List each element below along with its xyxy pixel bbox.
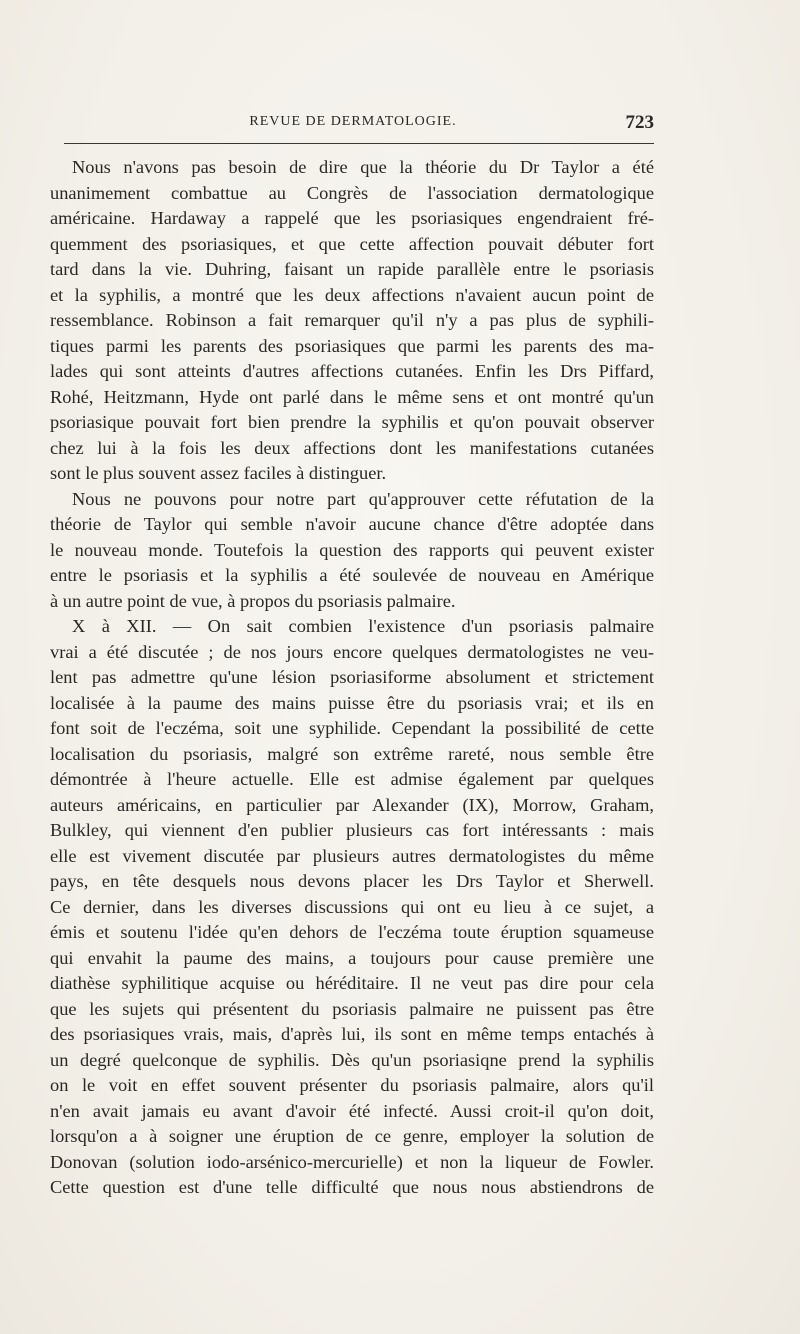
text-line: à un autre point de vue, à propos du psoriasis palmaire.	[50, 590, 456, 611]
text-line: pays, en tête desquels nous devons placer les Drs Taylor et Sherwell.	[50, 871, 654, 891]
text-line: sont le plus souvent assez faciles à distinguer.	[50, 463, 387, 483]
page-number: 723	[625, 112, 654, 133]
text-line: Cette question est d'une telle difficulté que nous nous abstiendrons de	[50, 1177, 654, 1197]
header-rule	[64, 143, 654, 144]
text-line: lent pas admettre qu'une lésion psoriasiforme absolument et strictement	[50, 667, 654, 687]
text-line: auteurs américains, en particulier par Alexander (IX), Morrow, Graham,	[50, 794, 654, 815]
text-line: un degré quelconque de syphilis. Dès qu'un psoriasiqne prend la syphilis	[50, 1049, 654, 1070]
text-line: quemment des psoriasiques, et que cette affection pouvait débuter fort	[50, 233, 654, 254]
text-line: psoriasique pouvait fort bien prendre la syphilis et qu'on pouvait observer	[50, 412, 654, 432]
text-line: vrai a été discutée ; de nos jours encore quelques dermatologistes ne veu-	[50, 641, 654, 662]
text-line: tiques parmi les parents des psoriasiques que parmi les parents des ma-	[50, 335, 654, 356]
text-line: théorie de Taylor qui semble n'avoir aucune chance d'être adoptée dans	[50, 514, 654, 534]
text-line: unanimement combattue au Congrès de l'association dermatologique	[50, 182, 654, 203]
text-line: lorsqu'on a à soigner une éruption de ce genre, employer la solution de	[50, 1126, 654, 1146]
text-line: elle est vivement discutée par plusieurs autres dermatologistes du même	[50, 845, 654, 866]
body-text	[50, 155, 654, 1201]
text-line: tard dans la vie. Duhring, faisant un rapide parallèle entre le psoriasis	[50, 259, 654, 279]
text-line: localisation du psoriasis, malgré son extrême rareté, nous semble être	[50, 743, 654, 764]
text-line: et la syphilis, a montré que les deux affections n'avaient aucun point de	[50, 284, 654, 305]
text-line: Ce dernier, dans les diverses discussions qui ont eu lieu à ce sujet, a	[50, 896, 654, 917]
text-line: Rohé, Heitzmann, Hyde ont parlé dans le même sens et ont montré qu'un	[50, 386, 654, 407]
text-line: ressemblance. Robinson a fait remarquer qu'il n'y a pas plus de syphili-	[50, 310, 654, 330]
text-line: entre le psoriasis et la syphilis a été soulevée de nouveau en Amérique	[50, 565, 654, 585]
page-header	[52, 112, 654, 136]
text-line: qui envahit la paume des mains, a toujours pour cause première une	[50, 947, 654, 968]
text-line: localisée à la paume des mains puisse être du psoriasis vrai; et ils en	[50, 692, 654, 713]
text-line: émis et soutenu l'idée qu'en dehors de l'eczéma toute éruption squameuse	[50, 922, 654, 942]
text-line: diathèse syphilitique acquise ou héréditaire. Il ne veut pas dire pour cela	[50, 973, 654, 993]
text-line: Nous n'avons pas besoin de dire que la théorie du Dr Taylor a été	[72, 157, 654, 177]
text-line: Nous ne pouvons pour notre part qu'approuver cette réfutation de la	[72, 488, 654, 509]
text-line: X à XII. — On sait combien l'existence d'un psoriasis palmaire	[72, 616, 654, 636]
text-line: chez lui à la fois les deux affections dont les manifestations cutanées	[50, 437, 654, 458]
text-line: démontrée à l'heure actuelle. Elle est admise également par quelques	[50, 769, 654, 789]
text-line: n'en avait jamais eu avant d'avoir été infecté. Aussi croit-il qu'on doit,	[50, 1100, 654, 1121]
text-line: que les sujets qui présentent du psoriasis palmaire ne puissent pas être	[50, 998, 654, 1019]
text-line: américaine. Hardaway a rappelé que les psoriasiques engendraient fré-	[50, 208, 654, 228]
running-head: REVUE DE DERMATOLOGIE.	[249, 114, 457, 129]
text-line: Donovan (solution iodo-arsénico-mercurielle) et non la liqueur de Fowler.	[50, 1151, 654, 1172]
text-line: on le voit en effet souvent présenter du psoriasis palmaire, alors qu'il	[50, 1075, 654, 1095]
text-line: Bulkley, qui viennent d'en publier plusieurs cas fort intéressants : mais	[50, 820, 654, 840]
text-line: lades qui sont atteints d'autres affections cutanées. Enfin les Drs Piffard,	[50, 361, 654, 381]
text-line: des psoriasiques vrais, mais, d'après lui, ils sont en même temps entachés à	[50, 1024, 654, 1044]
text-line: font soit de l'eczéma, soit une syphilide. Cependant la possibilité de cette	[50, 718, 654, 738]
text-line: le nouveau monde. Toutefois la question des rapports qui peuvent exister	[50, 539, 654, 560]
